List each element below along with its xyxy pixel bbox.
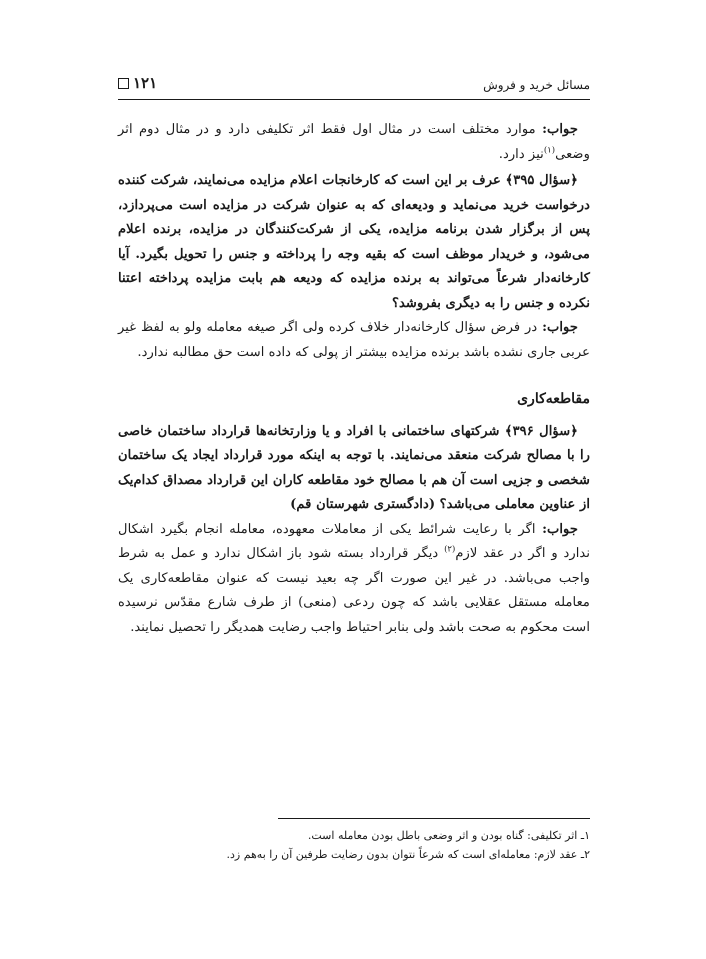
answer-text-tail: نیز دارد. — [498, 146, 544, 162]
footnote-2: ۲ـ عقد لازم: معامله‌ای است که شرعاً نتوان بدون رضایت طرفین آن را به‌هم زد. — [226, 848, 590, 861]
footnotes — [118, 826, 590, 864]
answer-2 — [118, 316, 590, 365]
header-rule — [118, 99, 590, 100]
footnote-ref: (۱) — [543, 145, 556, 156]
answer-label: جواب: — [542, 320, 578, 335]
footnote-ref: (۲) — [444, 544, 456, 555]
section-heading: مقاطعه‌کاری — [517, 391, 590, 407]
answer-text: در فرض سؤال کارخانه‌دار خلاف کرده ولی اگر صیغه معامله ولو به لفظ غیر عربی جاری نشده باشد برنده مزایده بیشتر از پولی که داده است حق مطالبه ندارد. — [118, 320, 590, 360]
question-395: ﴿سؤال ۳۹۵﴾ عرف بر این است که کارخانجات اعلام مزایده می‌نمایند، شرکت کننده درخواست خرید می‌نماید و ودیعه‌ای که به عنوان شرکت در مزایده است می‌پردازد، پس از برگزار شدن برنامه مزایده، یکی از شرکت‌کنندگان در مزایده، برنده اعلام می‌شود، و خریدار موظف است که بقیه وجه را پرداخته و جنس را تحویل بگیرد. آیا کارخانه‌دار شرعاً می‌تواند به برنده مزایده که ودیعه هم بابت مزایده پرداخته اعتنا نکرده و جنس را به دیگری بفروشد؟ — [118, 173, 590, 311]
footnote-rule — [278, 818, 590, 819]
question-396: ﴿سؤال ۳۹۶﴾ شرکتهای ساختمانی با افراد و یا وزارتخانه‌ها قرارداد ساختمان خاصی را با مصالح شرکت منعقد می‌نمایند. با توجه به اینکه مورد قرارداد ایجاد یک ساختمان شخصی و جزیی است آن هم با مصالح خود مقاطعه کاران این قرارداد مصداق کدام‌یک از عناوین معاملی می‌باشد؟ (دادگستری شهرستان قم) — [118, 423, 590, 512]
page-number-block — [118, 74, 157, 92]
answer-3 — [118, 518, 590, 641]
footnote-1: ۱ـ اثر تکلیفی: گناه بودن و اثر وضعی باطل بودن معامله است. — [307, 829, 590, 842]
answer-label: جواب: — [542, 122, 578, 137]
running-header — [118, 74, 590, 96]
answer-text-cont: دیگر قرارداد بسته شود باز اشکال ندارد و عمل به شرط واجب می‌باشد. در غیر این صورت اگر چه بعید نیست که عنوان مقاطعه‌کاری یک معامله مستقل عقلایی باشد که چون ردعی (منعی) از طرف شارع مقدّس نرسیده است محکوم به صحت باشد ولی بنابر احتیاط واجب رضایت همدیگر را تحصیل نمایند. — [118, 546, 590, 635]
square-icon — [118, 78, 129, 89]
page-number: ۱۲۱ — [133, 74, 158, 92]
answer-1 — [118, 118, 590, 167]
running-title: مسائل خرید و فروش — [483, 78, 590, 92]
answer-text: اگر با رعایت شرائط یکی از معاملات معهوده، معامله انجام بگیرد اشکال ندارد و اگر در عقد لازم — [118, 521, 590, 561]
main-text — [118, 118, 590, 640]
answer-text: موارد مختلف است در مثال اول فقط اثر تکلیفی دارد و در مثال دوم اثر وضعی — [118, 122, 590, 162]
answer-label: جواب: — [542, 521, 578, 537]
